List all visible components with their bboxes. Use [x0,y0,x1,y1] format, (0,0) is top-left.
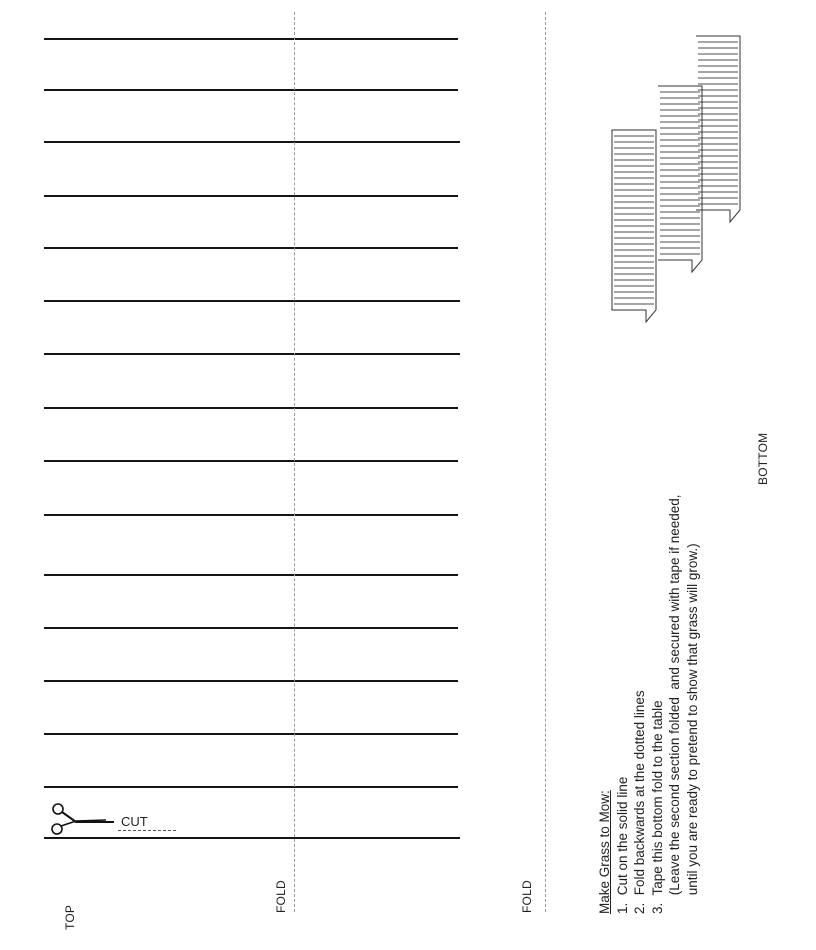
grass-stripes [614,42,738,304]
cut-line [44,247,458,249]
cut-line [44,353,460,355]
cut-line [44,460,458,462]
cut-line [44,141,460,143]
cut-line [44,38,458,40]
instructions-block [596,494,701,914]
scissors-icon [44,800,124,840]
fold-label-2: FOLD [520,880,534,913]
instruction-note: until you are ready to pretend to show that grass will grow.) [684,543,700,914]
cut-line [44,680,458,682]
cut-line [44,89,458,91]
cut-line [44,786,458,788]
cut-line [44,627,458,629]
cut-line [44,300,460,302]
fold-label-1: FOLD [274,880,288,913]
fold-line-2 [545,12,546,912]
instructions-heading: Make Grass to Mow: [597,790,612,914]
instruction-step: 3. Tape this bottom fold to the table [649,700,665,914]
cut-guide-dashes [118,830,176,831]
bottom-label: BOTTOM [756,432,770,485]
fold-line-1 [294,12,295,912]
cut-label: CUT [121,814,148,829]
cut-line [44,733,458,735]
cut-line [44,514,458,516]
cut-line [44,195,458,197]
cut-line [44,574,458,576]
top-label: TOP [63,904,77,930]
instruction-note: (Leave the second section folded and secured with tape if needed, [667,494,682,914]
cut-line [44,407,458,409]
folded-grass-illustration [600,30,760,330]
instruction-step: 1. Cut on the solid line [614,776,630,914]
instruction-step: 2. Fold backwards at the dotted lines [632,690,647,914]
